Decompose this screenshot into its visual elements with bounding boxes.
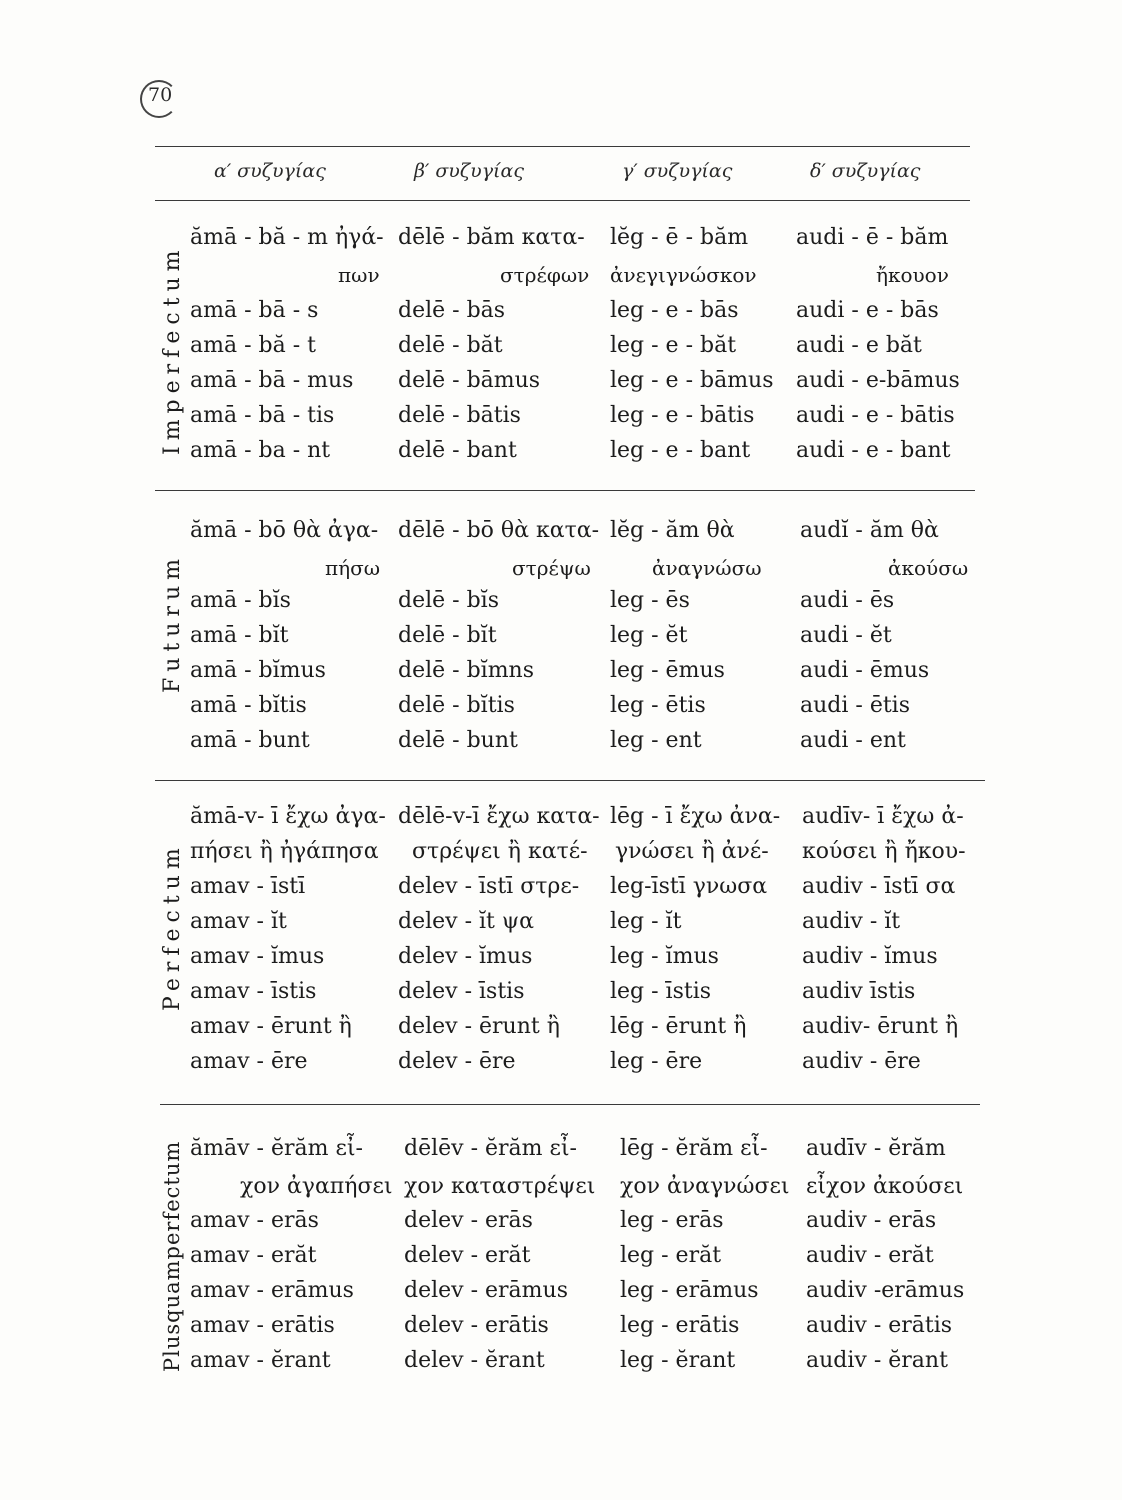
cell: leg - erăt xyxy=(620,1243,722,1268)
cell: delē - bant xyxy=(398,438,517,463)
cell: dēlē-v-ī ἔχω κατα- xyxy=(398,804,600,829)
cell: delē - bās xyxy=(398,298,506,323)
cell: leg - e - băt xyxy=(610,333,737,358)
cell: leg - e - bās xyxy=(610,298,739,323)
page-number: 70 xyxy=(148,84,173,106)
cell: amav - erās xyxy=(190,1208,319,1233)
section-label: Plusquamperfectum xyxy=(160,1140,184,1372)
table-row xyxy=(190,438,980,472)
cell: lĕg - ē - băm xyxy=(610,225,749,250)
cell: audiv- ērunt ἢ xyxy=(802,1014,959,1039)
cell: audiv - īstī σα xyxy=(802,874,956,899)
cell: audi - e-bāmus xyxy=(796,368,960,393)
cell: audi - e - bās xyxy=(796,298,939,323)
cell: audi - e - bātis xyxy=(796,403,955,428)
cell: lēg - ĕrăm εἶ- xyxy=(620,1136,768,1161)
cell: audi - ēmus xyxy=(800,658,930,683)
cell: amav - ĭt xyxy=(190,909,287,934)
header-conj-1: α′ συζυγίας xyxy=(214,160,326,182)
cell: delē - bātis xyxy=(398,403,521,428)
cell: audi - ētis xyxy=(800,693,911,718)
cell: delev - erātis xyxy=(404,1313,549,1338)
table-row xyxy=(190,658,980,692)
cell: audi - e băt xyxy=(796,333,922,358)
table-row xyxy=(190,403,980,437)
cell: leg - ēs xyxy=(610,588,690,613)
cell: audi - e - bant xyxy=(796,438,951,463)
cell: audi - ent xyxy=(800,728,906,753)
cell: amā - ba - nt xyxy=(190,438,331,463)
cell: amav - erāmus xyxy=(190,1278,354,1303)
cell: leg - ĭt xyxy=(610,909,682,934)
cell: leg - erātis xyxy=(620,1313,740,1338)
cell: audiv - erās xyxy=(806,1208,937,1233)
cell: audiv - ēre xyxy=(802,1049,921,1074)
cell: audiv - ĭt xyxy=(802,909,901,934)
table-row xyxy=(190,298,980,332)
table-row xyxy=(190,728,980,762)
header-conj-4: δ′ συζυγίας xyxy=(810,160,921,182)
cell: leg - e - bāmus xyxy=(610,368,774,393)
section-label: Futurum xyxy=(160,553,185,693)
cell: amav - ēre xyxy=(190,1049,308,1074)
table-row xyxy=(190,874,980,908)
table-row xyxy=(190,1174,980,1208)
cell: amā - bunt xyxy=(190,728,310,753)
cell: πήσω xyxy=(325,556,381,580)
cell: leg - ĕt xyxy=(610,623,688,648)
cell: audiv - erātis xyxy=(806,1313,953,1338)
section-futurum xyxy=(160,518,980,768)
cell: στρέψω xyxy=(512,556,591,580)
cell: dēlē - bō θὰ κατα- xyxy=(398,518,600,543)
table-row xyxy=(190,693,980,727)
header-conj-3: γ′ συζυγίας xyxy=(622,160,733,182)
cell: ămā - bō θὰ ἀγα- xyxy=(190,518,379,543)
section-label: Imperfectum xyxy=(160,244,185,456)
cell: lĕg - ăm θὰ xyxy=(610,518,735,543)
cell: audiv - erăt xyxy=(806,1243,934,1268)
cell: γνώσει ἢ ἀνέ- xyxy=(615,839,769,864)
cell: πων xyxy=(338,263,380,287)
cell: amav - erātis xyxy=(190,1313,335,1338)
section-rule xyxy=(155,780,985,781)
cell: delev - ĭmus xyxy=(398,944,533,969)
cell: ἤκουον xyxy=(876,263,949,287)
table-row xyxy=(190,979,980,1013)
cell: lēg - ī ἔχω ἀνα- xyxy=(610,804,781,829)
cell: audīv- ī ἔχω ἀ- xyxy=(802,804,964,829)
cell: amā - bă - t xyxy=(190,333,316,358)
cell: audiv -erāmus xyxy=(806,1278,965,1303)
section-rule xyxy=(160,1104,980,1105)
section-perfectum xyxy=(160,804,980,1084)
header-rule xyxy=(155,200,970,201)
cell: audĭ - ăm θὰ xyxy=(800,518,939,543)
cell: audi - ĕt xyxy=(800,623,892,648)
cell: ἀναγνώσω xyxy=(652,556,762,580)
cell: ămāv - ĕrăm εἶ- xyxy=(190,1136,363,1161)
cell: leg-īstī γνωσα xyxy=(610,874,768,899)
cell: χον καταστρέψει xyxy=(404,1174,596,1199)
header-conj-2: β′ συζυγίας xyxy=(414,160,524,182)
cell: dēlē - băm κατα- xyxy=(398,225,585,250)
table-row xyxy=(190,623,980,657)
table-row xyxy=(190,225,980,259)
cell: lēg - ērunt ἢ xyxy=(610,1014,747,1039)
cell: amā - bā - s xyxy=(190,298,319,323)
cell: amā - bā - mus xyxy=(190,368,354,393)
table-row xyxy=(190,944,980,978)
cell: amav - ērunt ἢ xyxy=(190,1014,352,1039)
table-row xyxy=(190,368,980,402)
cell: leg - ĕrant xyxy=(620,1348,736,1373)
cell: amav - ĭmus xyxy=(190,944,325,969)
table-row xyxy=(190,1014,980,1048)
cell: audiv īstis xyxy=(802,979,916,1004)
cell: delē - bĭmns xyxy=(398,658,535,683)
cell: amā - bĭt xyxy=(190,623,289,648)
cell: delē - bunt xyxy=(398,728,518,753)
table-row xyxy=(190,333,980,367)
cell: delē - bĭt xyxy=(398,623,497,648)
cell: εἶχον ἀκούσει xyxy=(806,1174,964,1199)
cell: delev - erās xyxy=(404,1208,533,1233)
cell: ămā - bă - m ἠγά- xyxy=(190,225,384,250)
cell: audiv - ĭmus xyxy=(802,944,938,969)
table-row xyxy=(190,1243,980,1277)
cell: amā - bĭs xyxy=(190,588,291,613)
section-label: Perfectum xyxy=(160,842,185,1011)
cell: leg - ĭmus xyxy=(610,944,719,969)
cell: delev - īstī στρε- xyxy=(398,874,580,899)
cell: delev - īstis xyxy=(398,979,525,1004)
section-rule xyxy=(155,490,975,491)
cell: delē - bĭtis xyxy=(398,693,515,718)
cell: amav - ĕrant xyxy=(190,1348,331,1373)
table-row xyxy=(190,1313,980,1347)
table-row xyxy=(190,1136,980,1170)
table-row xyxy=(190,263,980,297)
cell: delev - ĭt ψα xyxy=(398,909,534,934)
cell: amā - bĭtis xyxy=(190,693,307,718)
cell: leg - ent xyxy=(610,728,702,753)
cell: leg - ēre xyxy=(610,1049,703,1074)
cell: leg - erās xyxy=(620,1208,724,1233)
cell: ἀνεγιγνώσκον xyxy=(610,263,757,287)
table-row xyxy=(190,588,980,622)
table-row xyxy=(190,839,980,873)
cell: χον ἀγαπήσει xyxy=(240,1174,393,1199)
conjugation-header xyxy=(170,160,970,190)
cell: delē - bāmus xyxy=(398,368,541,393)
section-plusquamperfectum xyxy=(160,1136,980,1386)
cell: πήσει ἢ ἠγάπησα xyxy=(190,839,379,864)
table-row xyxy=(190,1208,980,1242)
cell: audīv - ĕrăm xyxy=(806,1136,946,1161)
cell: leg - ētis xyxy=(610,693,706,718)
cell: ămā-v- ī ἔχω ἀγα- xyxy=(190,804,386,829)
cell: delev - erăt xyxy=(404,1243,531,1268)
cell: dēlēv - ĕrăm εἶ- xyxy=(404,1136,577,1161)
cell: delev - ēre xyxy=(398,1049,516,1074)
cell: amav - īstis xyxy=(190,979,317,1004)
cell: leg - īstis xyxy=(610,979,712,1004)
cell: amā - bā - tis xyxy=(190,403,335,428)
cell: delev - ĕrant xyxy=(404,1348,545,1373)
table-row xyxy=(190,804,980,838)
cell: στρέφων xyxy=(500,263,590,287)
cell: leg - e - bātis xyxy=(610,403,755,428)
cell: ἀκούσω xyxy=(888,556,969,580)
cell: leg - ēmus xyxy=(610,658,725,683)
cell: χον ἀναγνώσει xyxy=(620,1174,790,1199)
cell: κούσει ἢ ἤκου- xyxy=(802,839,966,864)
cell: leg - erāmus xyxy=(620,1278,759,1303)
cell: amav - īstī xyxy=(190,874,306,899)
table-row xyxy=(190,556,980,590)
cell: delev - erāmus xyxy=(404,1278,568,1303)
cell: delē - bĭs xyxy=(398,588,499,613)
cell: amav - erăt xyxy=(190,1243,317,1268)
section-imperfectum xyxy=(160,225,980,475)
table-row xyxy=(190,518,980,552)
cell: audi - ēs xyxy=(800,588,895,613)
cell: amā - bĭmus xyxy=(190,658,326,683)
cell: audiv - ĕrant xyxy=(806,1348,948,1373)
table-row xyxy=(190,1348,980,1382)
cell: audi - ē - băm xyxy=(796,225,949,250)
table-row xyxy=(190,909,980,943)
cell: delev - ērunt ἢ xyxy=(398,1014,560,1039)
table-row xyxy=(190,1049,980,1083)
table-row xyxy=(190,1278,980,1312)
cell: leg - e - bant xyxy=(610,438,751,463)
cell: στρέψει ἢ κατέ- xyxy=(412,839,588,864)
cell: delē - băt xyxy=(398,333,503,358)
top-rule xyxy=(155,146,970,147)
